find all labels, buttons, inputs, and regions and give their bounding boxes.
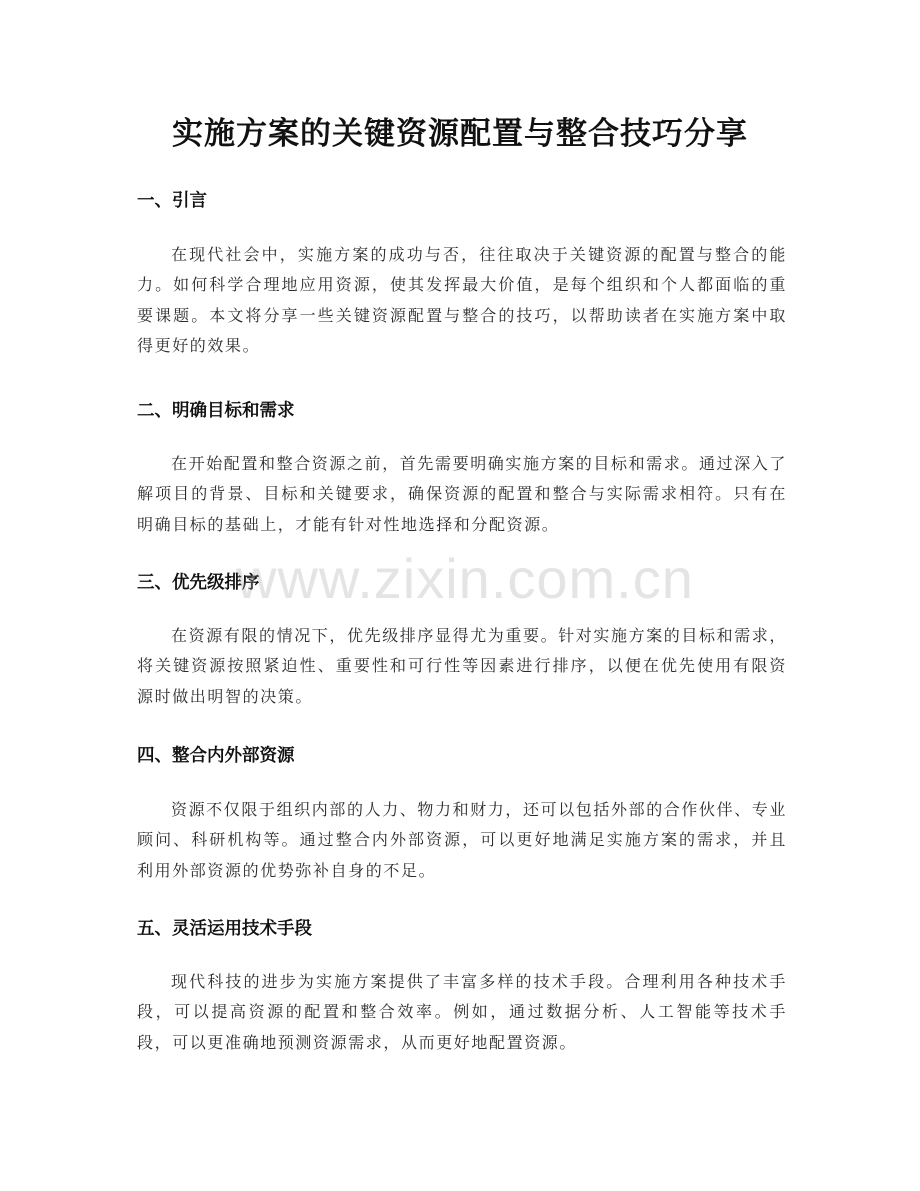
section-paragraph: 现代科技的进步为实施方案提供了丰富多样的技术手段。合理利用各种技术手段，可以提高资源的配置和整合效率。例如，通过数据分析、人工智能等技术手段，可以更准确地预测资源需求，从而更好地配置资源。: [137, 972, 787, 1052]
document-title: 实施方案的关键资源配置与整合技巧分享: [172, 116, 748, 152]
section-paragraph: 在资源有限的情况下，优先级排序显得尤为重要。针对实施方案的目标和需求，将关键资源按照紧迫性、重要性和可行性等因素进行排序，以便在优先使用有限资源时做出明智的决策。: [137, 626, 788, 706]
section-paragraph: 在现代社会中，实施方案的成功与否，往往取决于关键资源的配置与整合的能力。如何科学合理地应用资源，使其发挥最大价值，是每个组织和个人都面临的重要课题。本文将分享一些关键资源配置与整合的技巧，以帮助读者在实施方案中取得更好的效果。: [137, 245, 787, 356]
section-priority: [137, 570, 787, 712]
section-technology: [137, 916, 787, 1058]
section-heading: 一、引言: [137, 191, 207, 211]
section-heading: 三、优先级排序: [137, 573, 260, 593]
section-paragraph: 资源不仅限于组织内部的人力、物力和财力，还可以包括外部的合作伙伴、专业顾问、科研机构等。通过整合内外部资源，可以更好地满足实施方案的需求，并且利用外部资源的优势弥补自身的不足。: [137, 800, 788, 880]
section-introduction: [137, 188, 787, 362]
section-heading: 四、整合内外部资源: [137, 746, 295, 766]
section-paragraph: 在开始配置和整合资源之前，首先需要明确实施方案的目标和需求。通过深入了解项目的背景、目标和关键要求，确保资源的配置和整合与实际需求相符。只有在明确目标的基础上，才能有针对性地选择和分配资源。: [137, 454, 788, 534]
section-integrate-resources: [137, 743, 787, 886]
section-heading: 二、明确目标和需求: [137, 401, 295, 421]
section-heading: 五、灵活运用技术手段: [137, 919, 312, 939]
section-goals-needs: [137, 398, 787, 540]
watermark: www.zixin.com.cn: [236, 547, 694, 610]
